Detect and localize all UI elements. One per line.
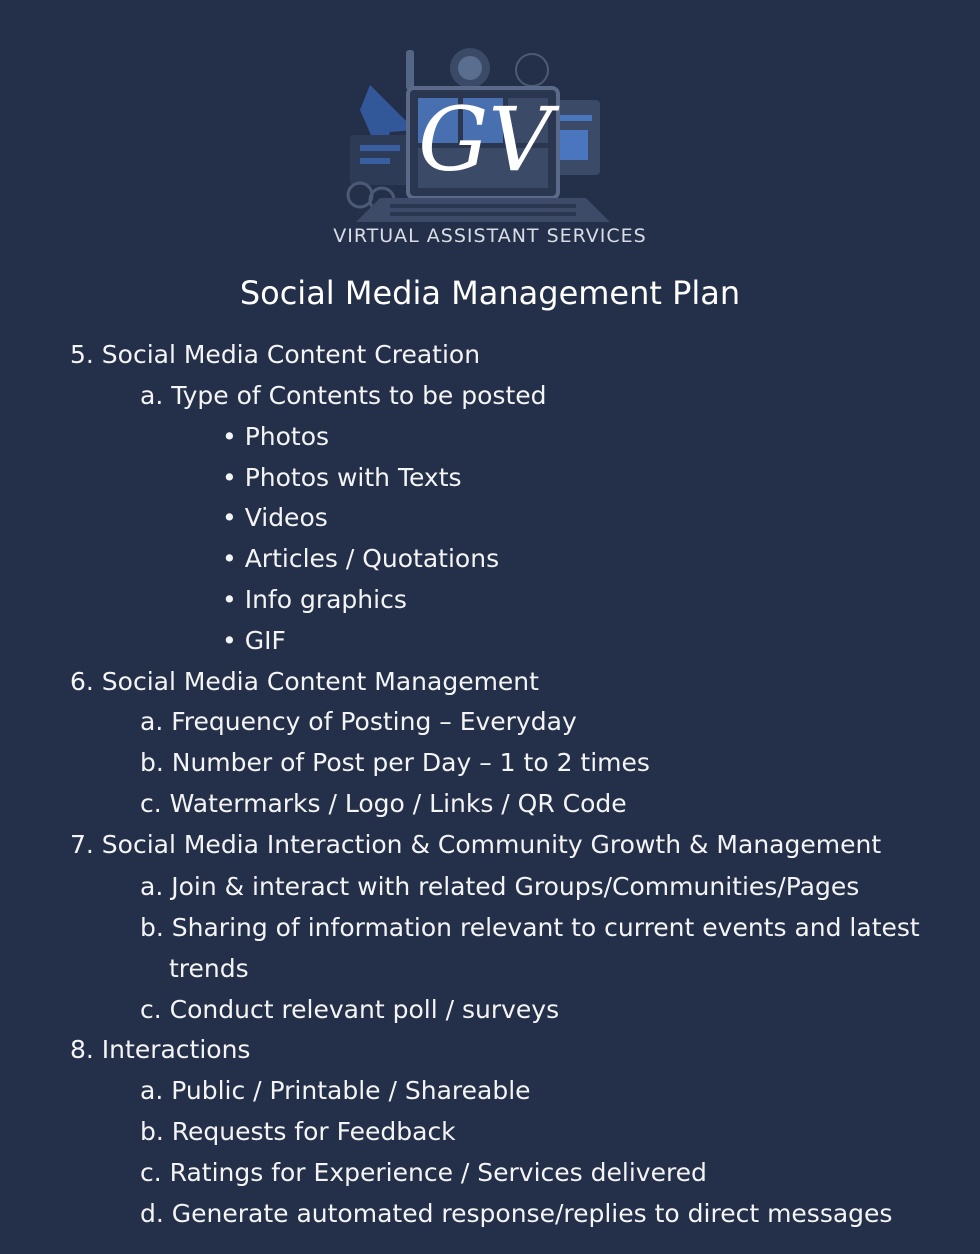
item-8b: b. Requests for Feedback (140, 1117, 456, 1146)
bullet-gif: • GIF (222, 626, 286, 655)
section-5-heading: 5. Social Media Content Creation (70, 340, 481, 369)
item-6b: b. Number of Post per Day – 1 to 2 times (140, 748, 650, 777)
bullet-photos-with-texts: • Photos with Texts (222, 463, 462, 492)
item-6a: a. Frequency of Posting – Everyday (140, 707, 577, 736)
item-7b: b. Sharing of information relevant to current events and latest (140, 913, 920, 942)
logo (320, 40, 660, 255)
item-7b-continued: trends (169, 954, 249, 983)
section-8-heading: 8. Interactions (70, 1035, 251, 1064)
logo-caption: VIRTUAL ASSISTANT SERVICES (333, 225, 647, 247)
bullet-info-graphics: • Info graphics (222, 585, 407, 614)
bullet-articles: • Articles / Quotations (222, 544, 500, 573)
laptop-illustration-icon (320, 40, 660, 225)
page-title: Social Media Management Plan (239, 274, 741, 312)
section-6-heading: 6. Social Media Content Management (70, 667, 539, 696)
bullet-photos: • Photos (222, 422, 330, 451)
item-8d: d. Generate automated response/replies to direct messages (140, 1199, 893, 1228)
item-7c: c. Conduct relevant poll / surveys (140, 995, 560, 1024)
bullet-videos: • Videos (222, 503, 328, 532)
svg-text:GV: GV (418, 88, 552, 191)
item-8c: c. Ratings for Experience / Services delivered (140, 1158, 707, 1187)
section-7-heading: 7. Social Media Interaction & Community Growth & Management (70, 830, 882, 859)
item-6c: c. Watermarks / Logo / Links / QR Code (140, 789, 627, 818)
item-7a: a. Join & interact with related Groups/Communities/Pages (140, 872, 860, 901)
item-8a: a. Public / Printable / Shareable (140, 1076, 531, 1105)
item-5a: a. Type of Contents to be posted (140, 381, 547, 410)
